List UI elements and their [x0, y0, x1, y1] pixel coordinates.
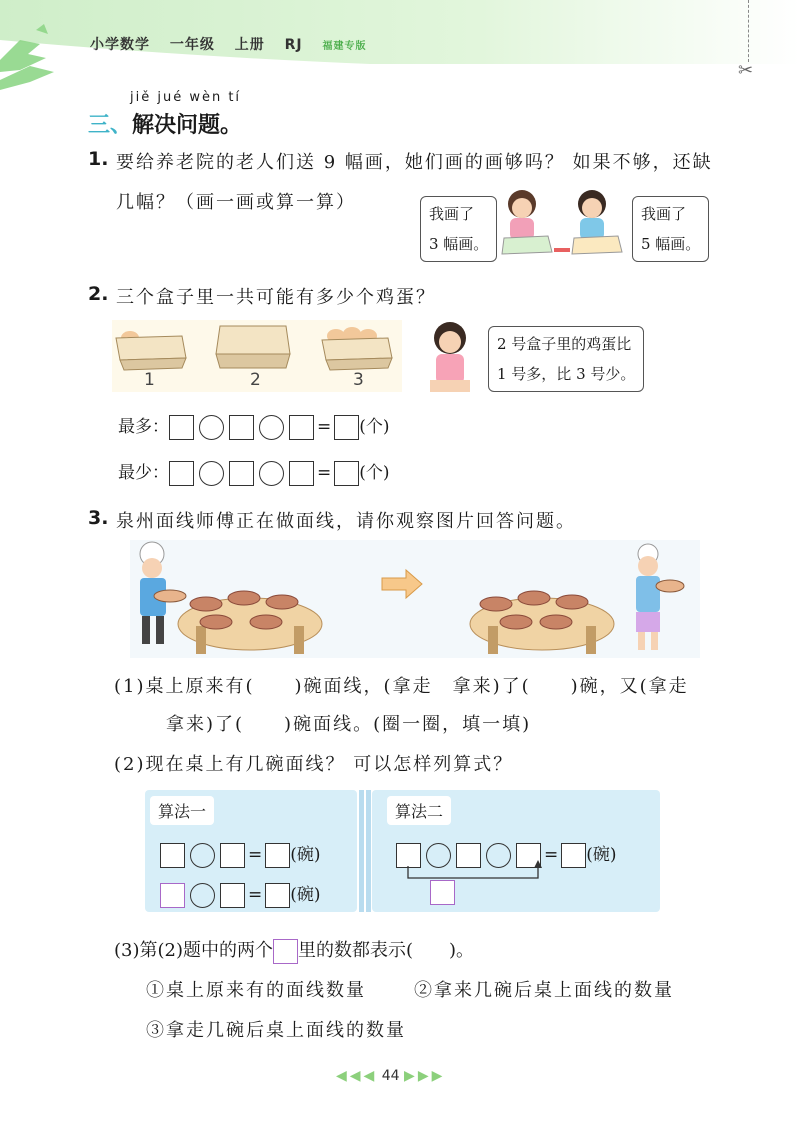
q2-number: 2. — [88, 283, 109, 305]
q2-most-label: 最多： — [118, 417, 169, 437]
operator-circle[interactable] — [199, 415, 224, 440]
q3-p1-line2: 拿来)了( )碗面线。(圈一圈，填一填) — [166, 714, 532, 735]
header-grade: 一年级 — [169, 37, 215, 53]
q1-line1: 要给养老院的老人们送 9 幅画，她们画的画够吗？ 如果不够，还缺 — [116, 152, 713, 173]
header-region: 福建专版 — [322, 41, 367, 52]
q2-unit: (个) — [359, 463, 390, 483]
answer-box[interactable] — [229, 415, 254, 440]
panel-spine — [355, 790, 375, 912]
q3-p2: (2)现在桌上有几碗面线？ 可以怎样列算式？ — [114, 754, 514, 775]
section-title — [88, 108, 242, 139]
answer-box[interactable] — [169, 415, 194, 440]
header-volume: 上册 — [234, 37, 265, 53]
method1-label: 算法一 — [150, 796, 214, 825]
q3-p3-before: (3)第(2)题中的两个 — [114, 940, 273, 961]
q1-bubble-left — [420, 196, 497, 262]
operator-circle[interactable] — [190, 883, 215, 908]
q1-girls-painting-illustration — [494, 186, 634, 266]
q1-number: 1. — [88, 148, 109, 170]
q3-number: 3. — [88, 507, 109, 529]
answer-box[interactable] — [289, 461, 314, 486]
q2-unit: (个) — [359, 417, 390, 437]
q3-option-1[interactable]: ①桌上原来有的面线数量 — [146, 980, 366, 1001]
method2-subrow — [430, 880, 455, 905]
q1-line2: 几幅？（画一画或算一算） — [116, 192, 356, 213]
operator-circle[interactable] — [199, 461, 224, 486]
header-subject: 小学数学 — [90, 37, 150, 53]
answer-box[interactable] — [334, 461, 359, 486]
highlight-answer-box[interactable] — [430, 880, 455, 905]
method1-row1: = (碗) — [160, 840, 321, 868]
cut-line — [748, 0, 749, 62]
page-number-text: 44 — [381, 1068, 400, 1084]
q2-box-label-3: 3 — [353, 370, 366, 390]
answer-box[interactable] — [289, 415, 314, 440]
q3-p3 — [114, 936, 474, 964]
highlight-box-ref — [273, 939, 298, 964]
answer-box[interactable] — [334, 415, 359, 440]
answer-box[interactable] — [220, 843, 245, 868]
q2-bubble-line2: 1 号多，比 3 号少。 — [497, 365, 636, 383]
q3-noodle-scene-illustration — [130, 540, 700, 658]
bowl-unit: (碗) — [586, 845, 617, 865]
answer-box[interactable] — [220, 883, 245, 908]
answer-box[interactable] — [160, 843, 185, 868]
operator-circle[interactable] — [259, 461, 284, 486]
answer-box[interactable] — [169, 461, 194, 486]
q3-p3-after: 里的数都表示( )。 — [298, 940, 475, 961]
method2-connector — [396, 860, 556, 908]
answer-box[interactable] — [265, 843, 290, 868]
answer-box[interactable] — [229, 461, 254, 486]
q2-bubble — [488, 326, 644, 392]
page-number: ◀◀◀ 44 ▶▶▶ — [336, 1068, 446, 1084]
q2-bubble-line1: 2 号盒子里的鸡蛋比 — [497, 335, 632, 353]
operator-circle[interactable] — [190, 843, 215, 868]
scissors-icon: ✂ — [738, 60, 754, 81]
bowl-unit: (碗) — [290, 845, 321, 865]
q3-option-3[interactable]: ③拿走几碗后桌上面线的数量 — [146, 1020, 406, 1041]
section-pinyin: jiě jué wèn tí — [130, 90, 242, 105]
q1-bubble-right-line1: 我画了 — [641, 205, 687, 223]
q3-text: 泉州面线师傅正在做面线，请你观察图片回答问题。 — [116, 511, 576, 532]
section-title-text: 解决问题。 — [132, 113, 243, 138]
q2-least-label: 最少： — [118, 463, 169, 483]
operator-circle[interactable] — [259, 415, 284, 440]
header-text — [90, 34, 381, 54]
q1-bubble-right-line2: 5 幅画。 — [641, 235, 701, 253]
q2-text: 三个盒子里一共可能有多少个鸡蛋？ — [116, 287, 436, 308]
q2-box-label-1: 1 — [144, 370, 157, 390]
q2-box-label-2: 2 — [250, 370, 263, 390]
q3-p1-line1: (1)桌上原来有( )碗面线，(拿走 拿来)了( )碗，又(拿走 — [114, 676, 689, 697]
method1-row2: = (碗) — [160, 880, 321, 908]
answer-box[interactable] — [561, 843, 586, 868]
q1-bubble-left-line1: 我画了 — [429, 205, 475, 223]
q3-option-2[interactable]: ②拿来几碗后桌上面线的数量 — [414, 980, 674, 1001]
q2-most-row: 最多： = (个) — [118, 412, 390, 440]
q1-bubble-right — [632, 196, 709, 262]
method2-row: = (碗) — [396, 840, 617, 868]
bowl-unit: (碗) — [290, 885, 321, 905]
answer-box[interactable] — [265, 883, 290, 908]
highlight-answer-box[interactable] — [160, 883, 185, 908]
q2-girl-illustration — [420, 318, 484, 394]
q1-bubble-left-line2: 3 幅画。 — [429, 235, 489, 253]
section-number: 三、 — [88, 113, 133, 138]
method2-label: 算法二 — [387, 796, 451, 825]
q2-least-row: 最少： = (个) — [118, 458, 390, 486]
header-edition: RJ — [284, 37, 303, 53]
